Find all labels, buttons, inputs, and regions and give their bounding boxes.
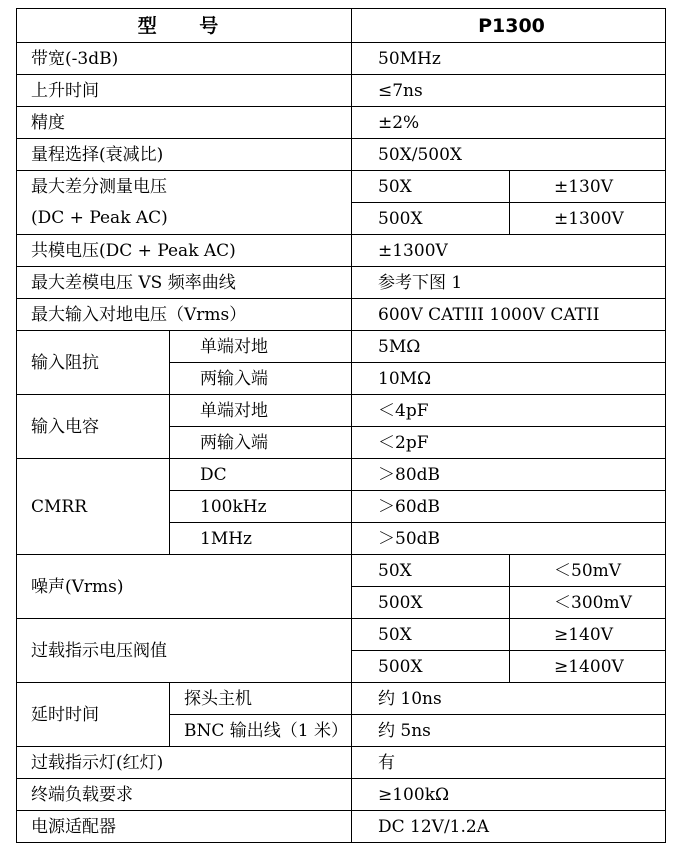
row-value: ±1300V [510,203,666,235]
table-row [17,683,666,715]
row-label: 上升时间 [17,75,352,107]
header-model-label: 型 号 [17,9,352,43]
sub-label: 两输入端 [170,363,352,395]
table-row [17,43,666,75]
row-value: ＞60dB [352,491,666,523]
row-label-line2: (DC + Peak AC) [17,203,352,235]
row-value: 约 5ns [352,715,666,747]
table-row [17,459,666,491]
row-value: ±130V [510,171,666,203]
ratio-cell: 50X [352,555,510,587]
row-label: 输入电容 [17,395,170,459]
table-row [17,171,666,203]
table-row [17,779,666,811]
row-value: 10MΩ [352,363,666,395]
row-label: CMRR [17,459,170,555]
row-label: 最大输入对地电压（Vrms） [17,299,352,331]
row-value: ＜300mV [510,587,666,619]
row-label: 噪声(Vrms) [17,555,352,619]
ratio-cell: 500X [352,203,510,235]
sub-label: 1MHz [170,523,352,555]
row-value: 约 10ns [352,683,666,715]
row-value: ≤7ns [352,75,666,107]
row-value: ±1300V [352,235,666,267]
row-label: 终端负载要求 [17,779,352,811]
sub-label: 单端对地 [170,331,352,363]
row-label: 精度 [17,107,352,139]
row-value: ＜2pF [352,427,666,459]
row-label: 输入阻抗 [17,331,170,395]
table-row [17,619,666,651]
row-label: 最大差模电压 VS 频率曲线 [17,267,352,299]
row-value: 5MΩ [352,331,666,363]
spec-table [16,8,666,843]
table-row [17,811,666,843]
row-label: 延时时间 [17,683,170,747]
row-value: 有 [352,747,666,779]
row-value: ±2% [352,107,666,139]
row-label: 最大差分测量电压 [17,171,352,203]
table-row [17,107,666,139]
row-value: 参考下图 1 [352,267,666,299]
row-value: ＞80dB [352,459,666,491]
row-value: ＞50dB [352,523,666,555]
header-model-value: P1300 [352,9,666,43]
ratio-cell: 500X [352,587,510,619]
table-row [17,299,666,331]
table-row [17,747,666,779]
sub-label: 100kHz [170,491,352,523]
row-label: 带宽(-3dB) [17,43,352,75]
table-row [17,203,666,235]
sub-label: 单端对地 [170,395,352,427]
ratio-cell: 500X [352,651,510,683]
table-row [17,331,666,363]
table-row [17,235,666,267]
row-label: 共模电压(DC + Peak AC) [17,235,352,267]
table-row [17,395,666,427]
row-value: ≥1400V [510,651,666,683]
ratio-cell: 50X [352,171,510,203]
row-value: 600V CATIII 1000V CATII [352,299,666,331]
sub-label: 两输入端 [170,427,352,459]
row-value: ＜4pF [352,395,666,427]
sub-label: 探头主机 [170,683,352,715]
row-label: 过载指示灯(红灯) [17,747,352,779]
row-value: ≥100kΩ [352,779,666,811]
row-value: 50X/500X [352,139,666,171]
row-value: ≥140V [510,619,666,651]
row-label: 电源适配器 [17,811,352,843]
row-value: DC 12V/1.2A [352,811,666,843]
ratio-cell: 50X [352,619,510,651]
table-row [17,267,666,299]
row-label: 过载指示电压阀值 [17,619,352,683]
row-value: 50MHz [352,43,666,75]
table-row [17,139,666,171]
sub-label: DC [170,459,352,491]
table-header-row [17,9,666,43]
table-row [17,75,666,107]
row-value: ＜50mV [510,555,666,587]
table-row [17,555,666,587]
row-label: 量程选择(衰减比) [17,139,352,171]
sub-label: BNC 输出线（1 米） [170,715,352,747]
